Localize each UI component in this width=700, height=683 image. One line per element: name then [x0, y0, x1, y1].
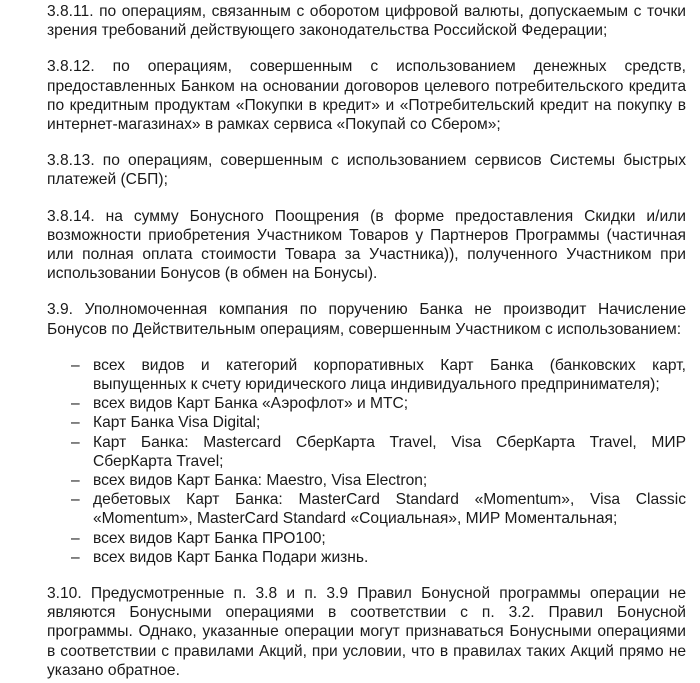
list-item-text: всех видов Карт Банка «Аэрофлот» и МТС;	[93, 395, 409, 413]
dash-bullet: –	[71, 395, 80, 413]
list-item-text: дебетовых Карт Банка: MasterCard Standard «Momentum», Visa Classic «Momentum», MasterCard Standard «Социальная», МИР Моментальная;	[93, 491, 686, 528]
list-item	[47, 548, 686, 567]
clause-3-9: 3.9. Уполномоченная компания по поручению Банка не производит Начисление Бонусов по Действительным операциям, совершенным Участником с использованием:	[47, 301, 686, 338]
clause-3-8-11: 3.8.11. по операциям, связанным с оборотом цифровой валюты, допускаемым с точки зрения требований действующего законодательства Российской Федерации;	[47, 3, 686, 40]
dash-bullet: –	[71, 472, 80, 490]
list-item	[47, 433, 686, 471]
list-item-text: всех видов Карт Банка: Maestro, Visa Electron;	[93, 472, 428, 490]
list-item	[47, 471, 686, 490]
list-item	[47, 529, 686, 548]
clause-3-8-14: 3.8.14. на сумму Бонусного Поощрения (в форме предоставления Скидки и/или возможности приобретения Участником Товаров у Партнеров Программы (частичная или полная оплата стоимости Товара за Участника)), полученного Участником при использовании Бонусов (в обмен на Бонусы).	[47, 207, 686, 283]
list-item-text: всех видов Карт Банка Подари жизнь.	[93, 548, 369, 566]
dash-bullet: –	[71, 414, 80, 432]
list-item	[47, 490, 686, 528]
list-item	[47, 356, 686, 394]
clause-3-8-12: 3.8.12. по операциям, совершенным с использованием денежных средств, предоставленных Банком на основании договоров целевого потребительского кредита по кредитным продуктам «Покупки в кредит» и «Потребительский кредит на покупку в интернет-магазинах» в рамках сервиса «Покупай со Сбером»;	[47, 58, 686, 134]
dash-bullet: –	[71, 548, 80, 566]
list-item	[47, 413, 686, 432]
clause-3-10: 3.10. Предусмотренные п. 3.8 и п. 3.9 Правил Бонусной программы операции не являются Бонусными операциями в соответствии с п. 3.2. Правил Бонусной программы. Однако, указанные операции могут признаваться Бонусными операциями в соответствии с правилами Акций, при условии, что в правилах таких Акций прямо не указано обратное.	[47, 585, 686, 679]
dash-bullet: –	[71, 433, 80, 451]
dash-bullet: –	[71, 491, 80, 509]
card-exclusion-list	[47, 356, 686, 567]
dash-bullet: –	[71, 356, 80, 374]
list-item	[47, 394, 686, 413]
dash-bullet: –	[71, 529, 80, 547]
list-item-text: всех видов Карт Банка ПРО100;	[93, 529, 326, 547]
list-item-text: Карт Банка Visa Digital;	[93, 414, 261, 432]
list-item-text: всех видов и категорий корпоративных Карт Банка (банковских карт, выпущенных к счету юридического лица индивидуального предпринимателя);	[93, 356, 686, 394]
clause-3-8-13: 3.8.13. по операциям, совершенным с использованием сервисов Системы быстрых платежей (СБП);	[47, 152, 686, 189]
list-item-text: Карт Банка: Mastercard СберКарта Travel, Visa СберКарта Travel, МИР СберКарта Travel;	[93, 433, 686, 470]
